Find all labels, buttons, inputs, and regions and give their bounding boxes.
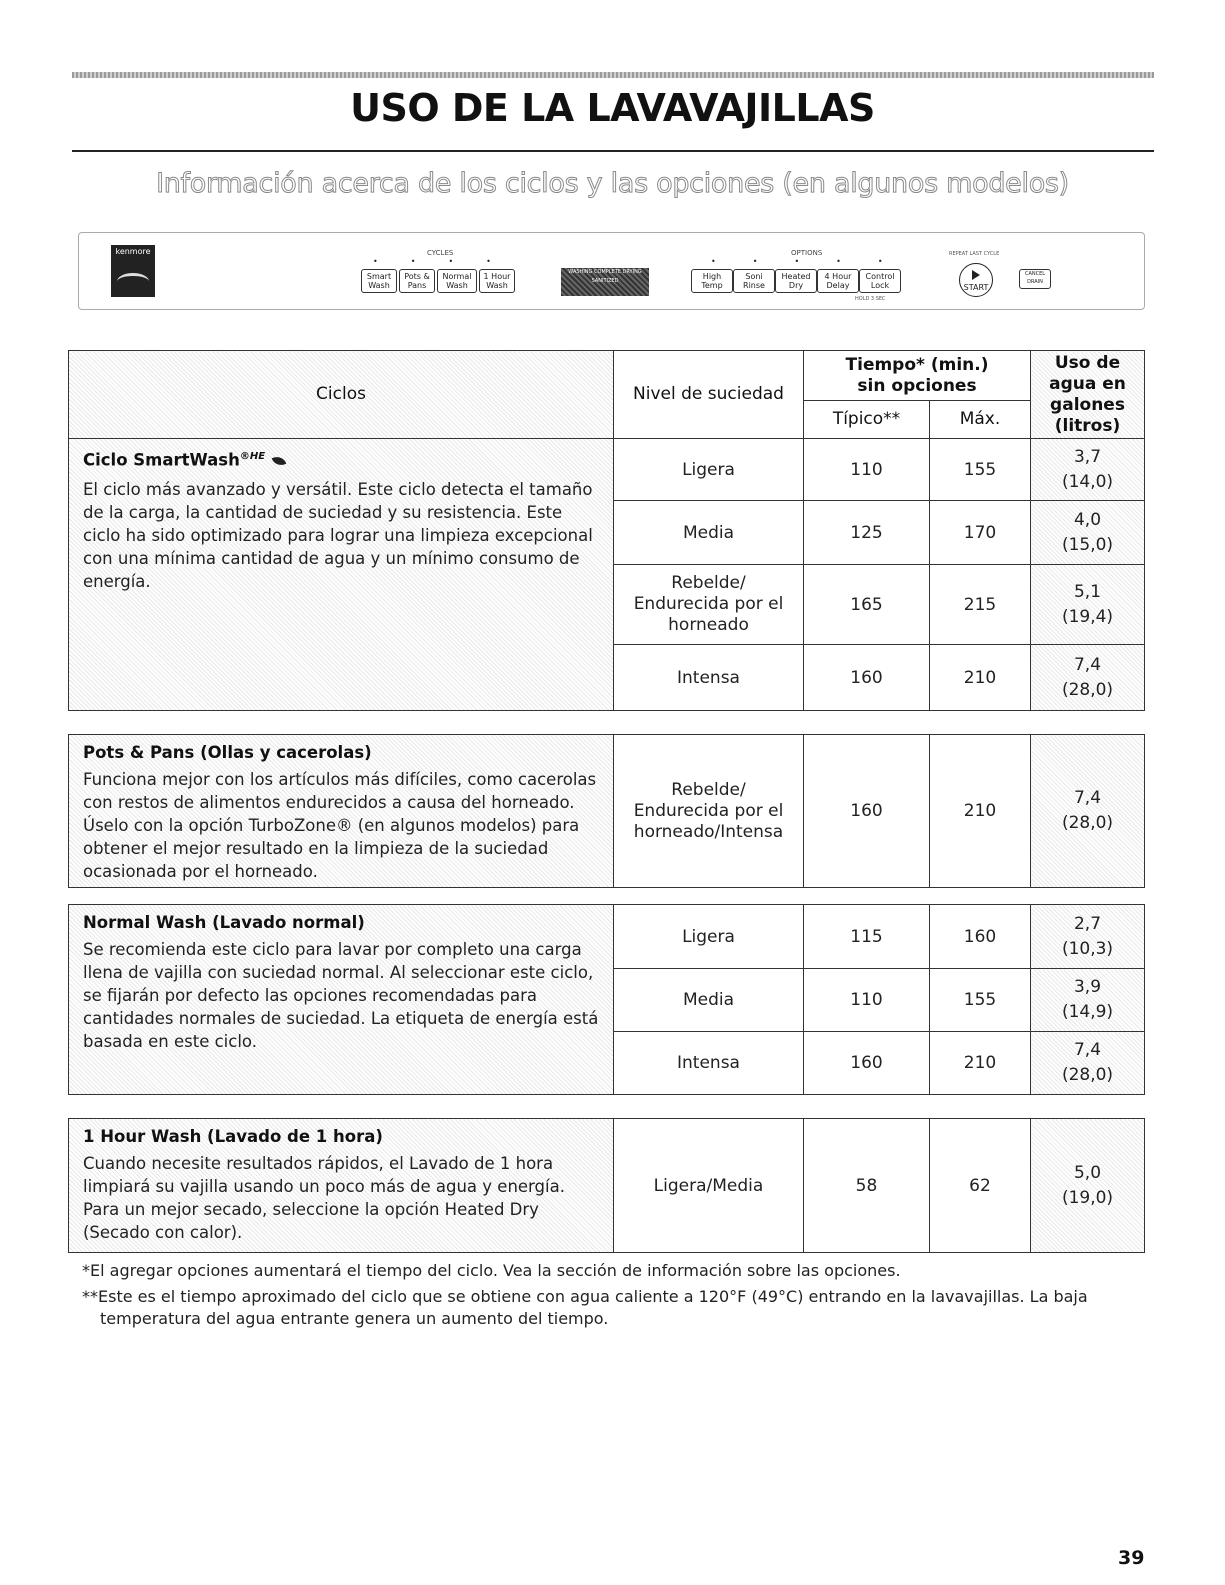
header-water-line-4: (litros) bbox=[1054, 415, 1121, 436]
max-cell: 210 bbox=[930, 645, 1031, 711]
cycle-description: Cuando necesite resultados rápidos, el Lavado de 1 hora limpiará su vajilla usando un poco más de agua y energía. Para un mejor secado, seleccione la opción Heated Dry (Secado con calor). bbox=[83, 1154, 565, 1242]
start-button-icon bbox=[959, 263, 993, 297]
cycle-description: El ciclo más avanzado y versátil. Este ciclo detecta el tamaño de la carga, la cantidad de suciedad y su resistencia. Este ciclo ha sido optimizado para lograr una limpieza excepcional con una mínima cantidad de agua y un mínimo consumo de energía. bbox=[83, 479, 593, 591]
table-row bbox=[69, 905, 1145, 969]
option-indicator-dots: • • • • • bbox=[711, 257, 883, 266]
top-rule bbox=[72, 72, 1154, 78]
water-liters: (19,0) bbox=[1061, 1187, 1114, 1208]
cycle-buttons bbox=[361, 269, 515, 293]
typical-cell: 160 bbox=[804, 735, 930, 888]
cycle-title: 1 Hour Wash (Lavado de 1 hora) bbox=[83, 1127, 383, 1146]
water-cell bbox=[1031, 969, 1145, 1032]
header-soil-level: Nivel de suciedad bbox=[614, 351, 804, 439]
cycle-title bbox=[83, 445, 601, 472]
cycle-description: Se recomienda este ciclo para lavar por completo una carga llena de vajilla con suciedad normal. Al seleccionar este ciclo, se fijarán por defecto las opciones recomendadas para cantidades normales de suciedad. La etiqueta de energía está basada en este ciclo. bbox=[83, 940, 599, 1051]
max-cell: 160 bbox=[930, 905, 1031, 969]
kenmore-logo bbox=[111, 245, 155, 297]
cycle-indicator-dots: • • • • bbox=[373, 257, 491, 266]
max-cell: 210 bbox=[930, 735, 1031, 888]
soil-cell: Intensa bbox=[614, 645, 804, 711]
cycles-table-smartwash bbox=[68, 350, 1145, 711]
soil-line: Endurecida por el bbox=[633, 800, 784, 821]
he-mark: HE bbox=[249, 451, 266, 462]
max-cell: 155 bbox=[930, 969, 1031, 1032]
cycles-table-normal-wash bbox=[68, 904, 1145, 1095]
cycle-name: Ciclo SmartWash bbox=[83, 450, 240, 470]
option-button-heated-dry: Heated Dry bbox=[775, 269, 817, 293]
soil-line: Rebelde/ bbox=[671, 573, 746, 593]
cycle-button-smart-wash: Smart Wash bbox=[361, 269, 397, 293]
leaf-icon bbox=[272, 454, 287, 468]
status-complete: COMPLETE bbox=[594, 269, 621, 275]
table-row bbox=[69, 439, 1145, 501]
status-display bbox=[561, 268, 649, 296]
footnote-2: **Este es el tiempo aproximado del ciclo que se obtiene con agua caliente a 120°F (49°C) entrando en la lavavajillas. La baja bbox=[82, 1287, 1088, 1306]
typical-cell: 160 bbox=[804, 645, 930, 711]
water-gallons: 4,0 bbox=[1073, 509, 1102, 530]
water-cell bbox=[1031, 645, 1145, 711]
water-gallons: 5,1 bbox=[1073, 581, 1102, 602]
water-gallons: 7,4 bbox=[1073, 788, 1102, 808]
water-cell bbox=[1031, 735, 1145, 888]
water-cell bbox=[1031, 905, 1145, 969]
typical-cell: 165 bbox=[804, 565, 930, 645]
water-gallons: 7,4 bbox=[1073, 1040, 1102, 1060]
cycles-table-1-hour-wash bbox=[68, 1118, 1145, 1253]
max-cell: 210 bbox=[930, 1032, 1031, 1095]
option-button-4-hour-delay: 4 Hour Delay bbox=[817, 269, 859, 293]
soil-line: Endurecida por el bbox=[633, 594, 784, 614]
play-icon bbox=[972, 270, 980, 280]
footnote-1: *El agregar opciones aumentará el tiempo del ciclo. Vea la sección de información sobre las opciones. bbox=[82, 1261, 901, 1280]
header-water-line-2: agua en bbox=[1049, 373, 1126, 394]
water-gallons: 5,0 bbox=[1073, 1162, 1102, 1183]
cycles-label: CYCLES bbox=[427, 249, 454, 257]
cycle-title: Pots & Pans (Ollas y cacerolas) bbox=[83, 743, 372, 762]
status-washing: WASHING bbox=[568, 269, 593, 275]
cycle-description: Funciona mejor con los artículos más difíciles, como cacerolas con restos de alimentos endurecidos a causa del horneado. Úselo con la opción TurboZone® (en algunos modelos) para obtener el mejor resultado en la limpieza de la suciedad ocasionada por el horneado. bbox=[83, 770, 597, 881]
header-cycles: Ciclos bbox=[69, 351, 614, 439]
soil-cell bbox=[614, 565, 804, 645]
cycle-description-cell bbox=[69, 1119, 614, 1253]
typical-cell: 115 bbox=[804, 905, 930, 969]
header-typical: Típico** bbox=[804, 401, 930, 439]
soil-cell: Media bbox=[614, 969, 804, 1032]
cycle-description-cell bbox=[69, 905, 614, 1095]
page-number: 39 bbox=[1118, 1547, 1145, 1569]
max-cell: 155 bbox=[930, 439, 1031, 501]
table-row bbox=[69, 1119, 1145, 1253]
page-subtitle: Información acerca de los ciclos y las opciones (en algunos modelos) bbox=[156, 168, 1069, 199]
cycle-title: Normal Wash (Lavado normal) bbox=[83, 913, 365, 932]
brand-text: kenmore bbox=[115, 247, 151, 256]
cycle-description-cell bbox=[69, 439, 614, 711]
soil-line: horneado/Intensa bbox=[633, 821, 784, 842]
water-gallons: 3,9 bbox=[1073, 977, 1102, 997]
soil-cell: Ligera/Media bbox=[614, 1119, 804, 1253]
water-liters: (14,0) bbox=[1061, 471, 1114, 492]
header-water-line-1: Uso de bbox=[1054, 352, 1121, 373]
cancel-drain-button-icon: CANCEL DRAIN bbox=[1019, 269, 1051, 289]
header-max: Máx. bbox=[930, 401, 1031, 439]
typical-cell: 125 bbox=[804, 501, 930, 565]
option-button-control-lock: Control Lock bbox=[859, 269, 901, 293]
option-button-soni-rinse: Soni Rinse bbox=[733, 269, 775, 293]
table-row bbox=[69, 735, 1145, 888]
soil-line: Rebelde/ bbox=[671, 779, 746, 800]
water-gallons: 7,4 bbox=[1073, 654, 1102, 675]
title-rule bbox=[72, 150, 1154, 152]
typical-cell: 58 bbox=[804, 1119, 930, 1253]
registered-mark: ® bbox=[239, 451, 250, 462]
cycle-description-cell bbox=[69, 735, 614, 888]
control-panel-illustration bbox=[78, 232, 1145, 310]
water-liters: (28,0) bbox=[1061, 1065, 1114, 1085]
cycles-table-pots-pans bbox=[68, 734, 1145, 888]
header-time-label: Tiempo* (min.) bbox=[845, 354, 989, 375]
table-header-row bbox=[69, 351, 1145, 401]
water-liters: (28,0) bbox=[1061, 679, 1114, 700]
header-water-line-3: galones bbox=[1050, 394, 1125, 415]
wave-icon bbox=[117, 273, 149, 290]
typical-cell: 160 bbox=[804, 1032, 930, 1095]
max-cell: 215 bbox=[930, 565, 1031, 645]
footnote-2-continued: temperatura del agua entrante genera un aumento del tiempo. bbox=[100, 1309, 609, 1328]
water-liters: (15,0) bbox=[1061, 534, 1114, 555]
max-cell: 62 bbox=[930, 1119, 1031, 1253]
page-title: USO DE LA LAVAVAJILLAS bbox=[350, 86, 875, 130]
soil-cell: Media bbox=[614, 501, 804, 565]
water-cell bbox=[1031, 1032, 1145, 1095]
status-sanitized: SANITIZED bbox=[591, 278, 619, 284]
typical-cell: 110 bbox=[804, 969, 930, 1032]
hold-label: HOLD 3 SEC bbox=[855, 296, 886, 302]
header-water-use bbox=[1031, 351, 1145, 439]
repeat-last-cycle-label: REPEAT LAST CYCLE bbox=[949, 251, 1000, 257]
soil-cell: Intensa bbox=[614, 1032, 804, 1095]
soil-cell: Ligera bbox=[614, 439, 804, 501]
water-cell bbox=[1031, 439, 1145, 501]
start-label: START bbox=[963, 283, 989, 292]
cycle-button-normal-wash: Normal Wash bbox=[437, 269, 477, 293]
soil-cell bbox=[614, 735, 804, 888]
water-liters: (19,4) bbox=[1061, 606, 1114, 627]
options-label: OPTIONS bbox=[791, 249, 823, 257]
soil-line: horneado bbox=[668, 615, 749, 635]
option-buttons bbox=[691, 269, 901, 293]
water-liters: (28,0) bbox=[1061, 813, 1114, 833]
typical-cell: 110 bbox=[804, 439, 930, 501]
max-cell: 170 bbox=[930, 501, 1031, 565]
water-gallons: 3,7 bbox=[1073, 446, 1102, 467]
header-time bbox=[804, 351, 1031, 401]
water-cell bbox=[1031, 565, 1145, 645]
status-drying: DRYING bbox=[622, 269, 642, 275]
water-liters: (10,3) bbox=[1061, 938, 1114, 959]
cycle-button-1-hour-wash: 1 Hour Wash bbox=[479, 269, 515, 293]
header-time-sub: sin opciones bbox=[857, 375, 977, 396]
option-button-high-temp: High Temp bbox=[691, 269, 733, 293]
soil-cell: Ligera bbox=[614, 905, 804, 969]
water-gallons: 2,7 bbox=[1073, 913, 1102, 934]
water-liters: (14,9) bbox=[1061, 1002, 1114, 1022]
cycle-button-pots-pans: Pots & Pans bbox=[399, 269, 435, 293]
water-cell bbox=[1031, 1119, 1145, 1253]
water-cell bbox=[1031, 501, 1145, 565]
